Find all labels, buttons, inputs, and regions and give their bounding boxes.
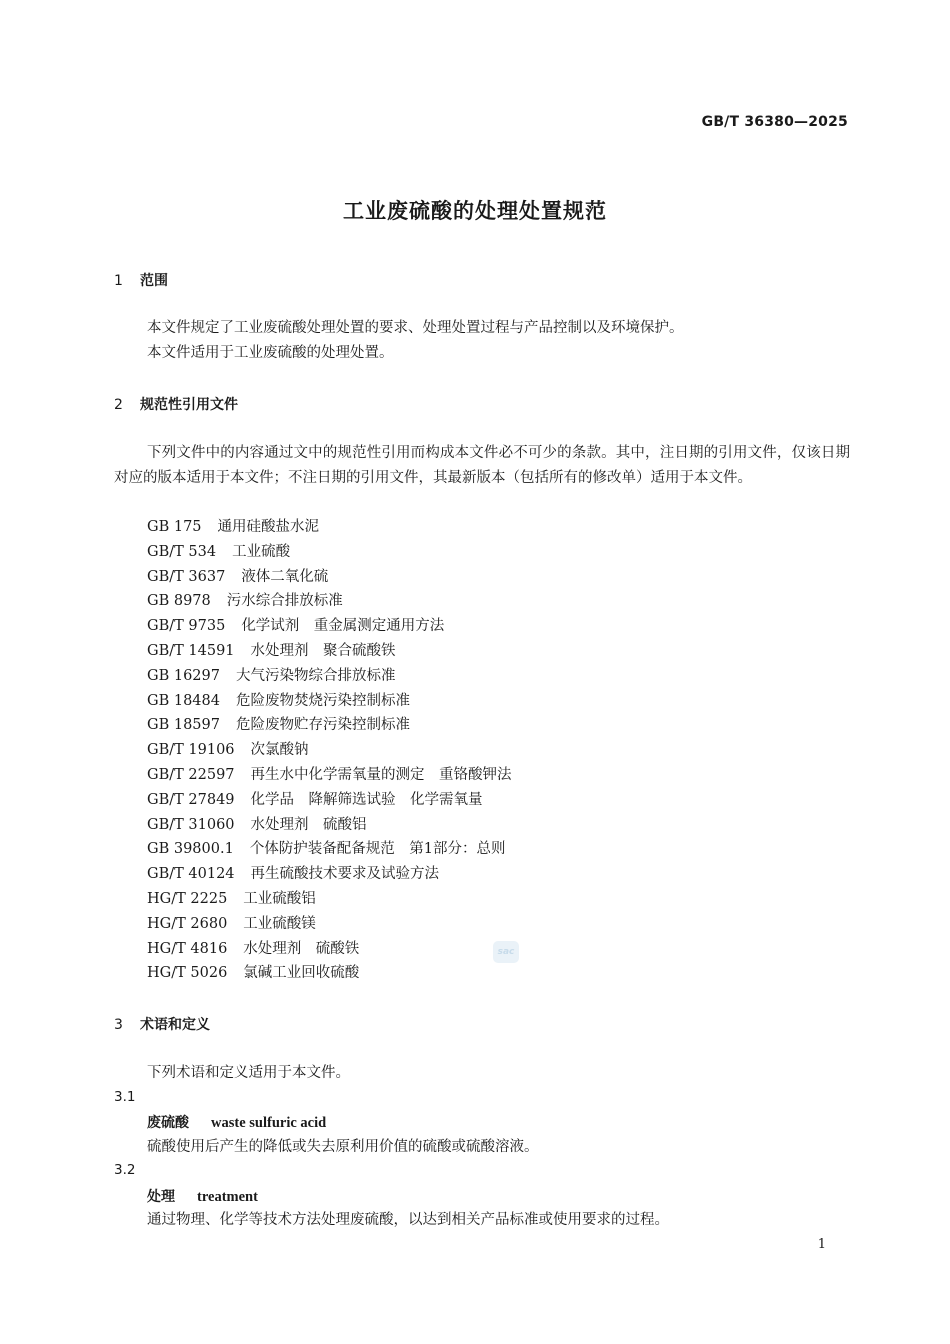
reference-item: [147, 639, 512, 664]
term-name-zh: 处理: [147, 1189, 175, 1205]
reference-item: [147, 614, 512, 639]
reference-code: GB 18484: [147, 692, 220, 709]
reference-item: [147, 540, 512, 565]
reference-item: [147, 937, 512, 962]
section-number: 2: [114, 397, 123, 413]
reference-item: [147, 515, 512, 540]
reference-title: 水处理剂 硫酸铁: [243, 940, 360, 957]
section-1-heading: [114, 270, 168, 290]
section-number: 1: [114, 273, 123, 289]
reference-code: GB 39800.1: [147, 841, 234, 858]
reference-list: [147, 515, 512, 986]
reference-title: 液体二氧化硫: [241, 568, 329, 585]
term-name-en: treatment: [197, 1189, 258, 1205]
reference-title: 工业硫酸铝: [243, 890, 316, 907]
section-3-intro: 下列术语和定义适用于本文件。: [147, 1065, 350, 1081]
reference-item: [147, 589, 512, 614]
section-2-intro: 下列文件中的内容通过文中的规范性引用而构成本文件必不可少的条款。其中，注日期的引用文件，仅该日期对应的版本适用于本文件；不注日期的引用文件，其最新版本（包括所有的修改单）适用于本文件。: [114, 445, 850, 486]
reference-item: [147, 713, 512, 738]
document-number: GB/T 36380—2025: [701, 114, 848, 130]
reference-title: 再生水中化学需氧量的测定 重铬酸钾法: [250, 766, 512, 783]
term-number: 3.2: [114, 1162, 136, 1178]
reference-item: [147, 862, 512, 887]
document-title: 工业废硫酸的处理处置规范: [343, 199, 607, 223]
reference-title: 水处理剂 聚合硫酸铁: [250, 642, 396, 659]
section-number: 3: [114, 1017, 123, 1033]
reference-item: [147, 788, 512, 813]
reference-title: 再生硫酸技术要求及试验方法: [250, 866, 440, 883]
reference-item: [147, 837, 512, 862]
reference-title: 大气污染物综合排放标准: [235, 667, 396, 684]
reference-title: 危险废物焚烧污染控制标准: [235, 692, 410, 709]
reference-item: [147, 565, 512, 590]
reference-item: [147, 763, 512, 788]
reference-title: 通用硅酸盐水泥: [217, 519, 320, 535]
reference-code: GB 16297: [147, 667, 220, 684]
term-number: 3.1: [114, 1089, 136, 1105]
reference-code: GB/T 19106: [147, 742, 235, 759]
section-2-heading: [114, 394, 238, 414]
reference-code: GB/T 22597: [147, 766, 235, 783]
reference-item: [147, 961, 512, 986]
section-title: 规范性引用文件: [140, 397, 238, 413]
reference-title: 次氯酸钠: [250, 742, 309, 759]
reference-title: 个体防护装备配备规范 第1部分：总则: [249, 841, 506, 858]
reference-title: 危险废物贮存污染控制标准: [235, 717, 410, 734]
reference-item: [147, 689, 512, 714]
reference-code: HG/T 2225: [147, 890, 228, 907]
section-title: 范围: [140, 273, 168, 289]
reference-item: [147, 738, 512, 763]
reference-title: 化学品 降解筛选试验 化学需氧量: [250, 791, 483, 808]
reference-title: 污水综合排放标准: [226, 593, 343, 610]
section-title: 术语和定义: [140, 1017, 210, 1033]
reference-title: 工业硫酸: [232, 543, 291, 560]
page-number: 1: [817, 1237, 826, 1252]
reference-code: HG/T 4816: [147, 940, 228, 957]
term-name: [147, 1112, 326, 1132]
reference-code: GB/T 40124: [147, 866, 235, 883]
term-name-en: waste sulfuric acid: [211, 1115, 327, 1131]
reference-title: 水处理剂 硫酸铝: [250, 816, 367, 833]
term-name: [147, 1186, 258, 1206]
reference-code: GB/T 31060: [147, 816, 235, 833]
reference-code: GB 18597: [147, 717, 220, 734]
reference-code: GB 175: [147, 519, 202, 535]
reference-code: GB/T 9735: [147, 618, 226, 635]
reference-code: GB/T 3637: [147, 568, 226, 585]
reference-item: [147, 887, 512, 912]
reference-item: [147, 813, 512, 838]
reference-title: 氯碱工业回收硫酸: [243, 965, 360, 982]
reference-title: 工业硫酸镁: [243, 915, 316, 932]
section-3-heading: [114, 1014, 210, 1034]
section-1-paragraph: 本文件规定了工业废硫酸处理处置的要求、处理处置过程与产品控制以及环境保护。: [147, 320, 684, 336]
sac-watermark-logo: sac: [493, 941, 519, 963]
reference-title: 化学试剂 重金属测定通用方法: [241, 618, 445, 635]
reference-code: HG/T 5026: [147, 965, 228, 982]
reference-code: HG/T 2680: [147, 915, 228, 932]
section-1-paragraph: 本文件适用于工业废硫酸的处理处置。: [147, 345, 394, 361]
reference-code: GB/T 27849: [147, 791, 235, 808]
reference-code: GB/T 534: [147, 543, 217, 560]
reference-code: GB/T 14591: [147, 642, 235, 659]
reference-code: GB 8978: [147, 593, 211, 610]
term-definition: 通过物理、化学等技术方法处理废硫酸，以达到相关产品标准或使用要求的过程。: [147, 1212, 669, 1228]
reference-item: [147, 912, 512, 937]
term-definition: 硫酸使用后产生的降低或失去原利用价值的硫酸或硫酸溶液。: [147, 1139, 539, 1155]
reference-item: [147, 664, 512, 689]
term-name-zh: 废硫酸: [147, 1115, 189, 1131]
